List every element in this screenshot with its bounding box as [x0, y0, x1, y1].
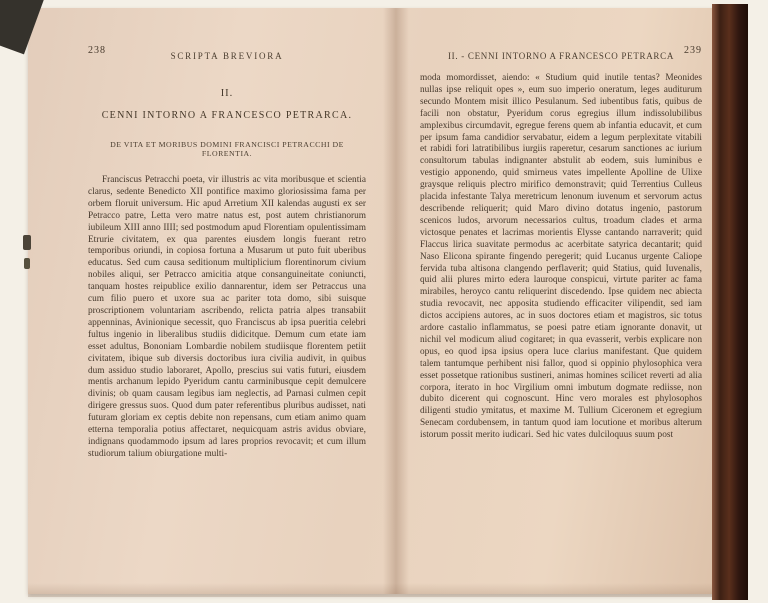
right-body-text: moda momordisset, aiendo: « Studium quid inutile tentas? Meonides nullas ipse reliquit opes », eum suo imperio oneratum, leges auditurum secundo Montem misit illico Pesulanum. Sed iubentibus fatis, quibus de facili non obstatur, Pyeridum corus egregius illum indissolubilibus amplexibus circumdavit, egregue ferens quem ab infantia educavit, et cum per ipsum fama candidior servabatur, eidem a legum perplexitate vitabili et rabidi fori latratibilibus iurgiis raperetur, cesarum sanctiones ac iurium consultorum tabulas indignanter abstulit ab eodem, suis luminibus e vestigio apponendo, quid smirneus vates impellente Apolline de Ulixe graysque reliquis plectro mirifico demonstravit; quid Terrentius Culleus placida infestante Talya meretricum lenonum iuvenum et servorum actus describende reliquerit; quid Maro divino dotatus ingenio, pastorum scenicos ludos, arvorum necessarios cultus, troadum clades et arma victosque penates et lacrimas morientis Elysse cantando narraverit; quid Flaccus lirica suavitate permodus ac acerbitate satyrica decantarit; quid Naso Elicona spirante fingendo peregerit; quid Lucanus urgente Caliope fervida tuba altisona clangendo perflaverit; quid Statius, quid Iuvenalis, quid alii plures mirto edera lauroque conspicui, virtute pariter ac fama mirabiles, heroyco cantu reliquerint discedendo. Ipse quidem nec abiecta studia revocavit, nec apposita studiendo efficaciter vilipendit, sed iam dictos accipiens autores, ac in suos doctores etiam et magistros, sic totus ardore castalio inflammatus, se poesi patre etiam ignorante donavit, ut nichil vel modicum aliud cogitaret; in qua evasserit, verbis explicare non opus, eo quod ipsa ipsius opera luce clarius manifestant. Que quidem talem tantumque perhibent nisi fallor, quod si oppinio phylosophica vera esset possetque rationibus sustineri, animas homines scilicet reverti ad alia corpora, iterato in hoc Virgilium omni imbutum dogmate rediisse, non dubito dicerent qui cognoscunt. Hinc vero morales est phylosophos diligenti studio ymitatus, et maxime M. Tullium Ciceronem et egregium Senecam cordubensem, in tantum quod iam locutione et moribus alterum istorum possit merito iudicari. Sed hic vates dulciloquus suum post: [420, 73, 702, 441]
right-running-row: [420, 46, 702, 60]
paper-bottom-shadow: [28, 583, 714, 597]
right-page: [420, 46, 702, 442]
margin-mark: [24, 258, 30, 269]
right-running-header: II. - CENNI INTORNO A FRANCESCO PETRARCA: [447, 51, 675, 61]
left-body-text: Franciscus Petracchi poeta, vir illustris ac vita moribusque et scientia clarus, sedente Benedicto XII pontifice maximo gloriosissima fama per orbem floruit universum. Hic apud Arretium XII kalendas augusti ex ser Petracco patre, Letta vero matre natus est, post autem christianorum iubileum XIII anno IIII; sed postmodum apud Florentiam opulentissimam Etrurie civitatem, ex qua parentes eiusdem longis fuerant retro temporibus oriundi, in copiosa fortuna a Musarum ut puto fuit uberibus educatus. Sed cum causa seditionum multiplicium florentinorum civium nobiles aliqui, ser Petracco amicitia atque consanguineitate coniuncti, tanquam hostes reipublice exilio dannarentur, idem ser Petraccus una cum filio puero et uxore sua ac pariter tota domo, sibi suisque proscriptionem voluntariam ascribendo, relicta patria alpes transabiit appenninas, Avinionique secessit, quo Franciscus ab ipsa pueritia celebri fultus ingenio in liberalibus studiis didicitque. Demum cum etate iam esset adultus, Bononiam Lombardie nobilem studiisque florentem petiit civitatem, ibique sub diversis doctoribus iura civilia audivit, in quibus dum assiduo studio laboraret, Apollo, prescius sui vatis futuri, eiusdem mentis archanum lepido Pyeridum cantu carminibusque cepit demulcere divinis; ob quam causam legibus iam neglectis, ad Parnasi culmen cepit dirigere gressus suos. Quod dum pater referentibus pluribus audisset, nati futuram gloriam ex ceptis debite non repensans, cum etiam animo quam etterna temporalia potius affectaret, nequicquam astris avidus obviare, indignans quodammodo ipsum ad lares proprios revocavit; et cum illum studiorum talium obiurgatione multi-: [88, 175, 366, 459]
section-number: II.: [220, 88, 234, 99]
chapter-dedication: DE VITA ET MORIBUS DOMINI FRANCISCI PETRACCHI DE FLORENTIA.: [110, 140, 344, 158]
left-page-number: 238: [88, 45, 106, 56]
right-page-number: 239: [684, 45, 702, 56]
gutter-shadow: [383, 8, 409, 594]
book-fore-edge: [712, 4, 748, 600]
chapter-title: CENNI INTORNO A FRANCESCO PETRARCA.: [101, 110, 353, 121]
left-running-row: [88, 46, 366, 60]
left-page: [88, 46, 366, 461]
margin-mark: [23, 235, 31, 250]
left-running-header: SCRIPTA BREVIORA: [170, 51, 284, 61]
